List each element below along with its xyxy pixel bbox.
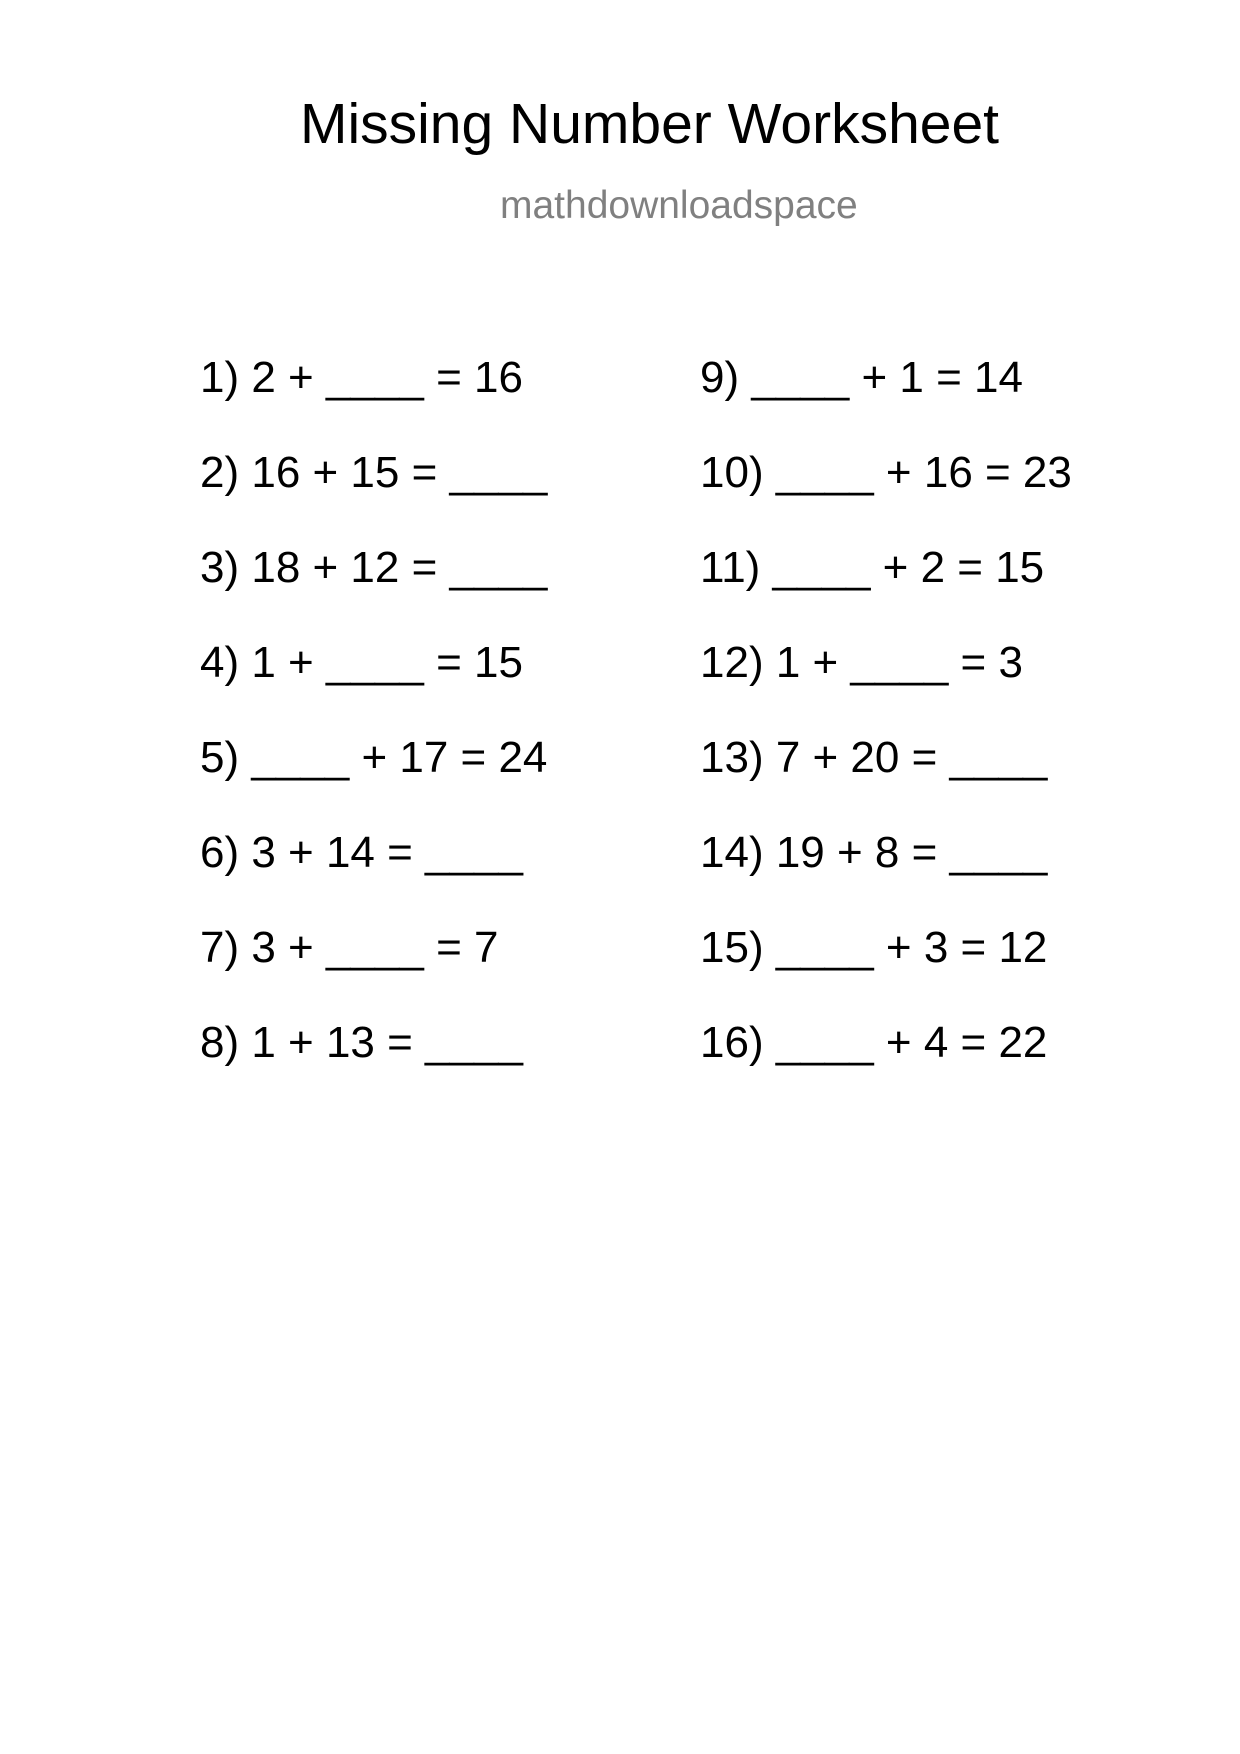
problems-right-column	[700, 353, 1072, 1116]
source-subtitle: mathdownloadspace	[500, 184, 858, 227]
problem-6: 6) 3 + 14 = ____	[200, 828, 523, 877]
page-title: Missing Number Worksheet	[300, 92, 1000, 156]
problem-2: 2) 16 + 15 = ____	[200, 448, 548, 497]
problem-12: 12) 1 + ____ = 3	[700, 638, 1023, 687]
problem-9: 9) ____ + 1 = 14	[700, 353, 1023, 402]
problem-13: 13) 7 + 20 = ____	[700, 733, 1048, 782]
problems-left-column	[200, 353, 548, 1116]
problem-3: 3) 18 + 12 = ____	[200, 543, 548, 592]
problem-7: 7) 3 + ____ = 7	[200, 923, 499, 972]
problem-8: 8) 1 + 13 = ____	[200, 1018, 523, 1067]
problem-15: 15) ____ + 3 = 12	[700, 923, 1048, 972]
problem-16: 16) ____ + 4 = 22	[700, 1018, 1048, 1067]
problem-11: 11) ____ + 2 = 15	[700, 543, 1045, 592]
problem-1: 1) 2 + ____ = 16	[200, 353, 523, 402]
problem-14: 14) 19 + 8 = ____	[700, 828, 1048, 877]
problem-10: 10) ____ + 16 = 23	[700, 448, 1072, 497]
problem-4: 4) 1 + ____ = 15	[200, 638, 523, 687]
problem-5: 5) ____ + 17 = 24	[200, 733, 548, 782]
